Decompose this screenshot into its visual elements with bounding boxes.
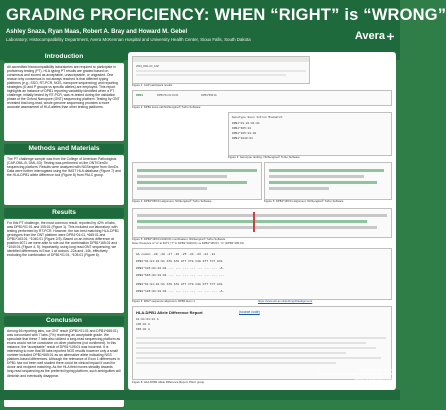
figure-7-row-1: 01:01:01:01 A: [136, 318, 159, 321]
figure-2-genotype-2: DPB1*665:01: [201, 94, 217, 97]
introduction-heading: Introduction: [4, 52, 124, 62]
conclusion-heading: Conclusion: [4, 316, 124, 326]
figure-1-header-bar: [133, 57, 309, 62]
figure-1: [132, 56, 310, 84]
figure-4-caption: Figure 4: DPB1*665:01 alignment, NGSengine® Turbo Software: [132, 199, 212, 203]
figure-6-seq-4: DPB1*665:01:01:01 --- --- --- --- --- --- --- ---: [136, 274, 225, 277]
figure-6-seq-5: DPB1*01:01:01:01 ATG ATG GTT CTG CAG GTT TCT GCG: [136, 283, 223, 286]
figure-4-alignment-graphic: [133, 163, 261, 199]
methods-text: The PT challenge sample was from the College of American Pathologists (CAP-DML-B, DML-03). Testing was performed on the ONT/GenDx sequencing platform. Results were analyzed with NGSengine from GenDx. Data were further interrogated using the IMGT HLA database (Figure 7) and the HLA-DPB1 allele difference tool (Figure 8) from PALC group.: [4, 155, 124, 205]
poster-affiliation: Laboratory: Histocompatibility Department, Avera McKennan Hospital and University Health Center, Sioux Falls, South Dakota: [6, 37, 251, 42]
figure-3-row-2: DPB1*665:01: [232, 127, 252, 130]
figure-7-row-3: 665:01 A: [136, 328, 150, 331]
figure-1-caption: Figure 1: CAP participant results: [132, 83, 173, 87]
cross-icon: [387, 33, 394, 40]
figure-6-link[interactable]: https://www.ebi.ac.uk/ipd/imgt/hla/alignment: [258, 299, 313, 303]
figure-7-row-2: 105:01 G: [136, 323, 150, 326]
figure-2-genotype-1: DPB1*01:01:01:01: [157, 94, 179, 97]
introduction-text: All accredited histocompatibility laboratories are required to participate in proficiency testing (PT). HLA typing PT results are graded based on consensus and scored as acceptable, unacceptable, or ungraded. One reason why consensus is not always reached is that different typing platforms (e.g., SSO, RT-PCR, NGS, nanopore sequencing) and reporting strategies (G and P groups vs specific alleles) are employed. This report highlights an instance of DPB1 reporting variability identified when a PT challenge, initially tested by RT-PCR, was re-tested during the validation phase of the Oxford Nanopore (ONT) sequencing platform. Testing by ONT revealed that long-read, whole genome sequencing provides a more accurate assessment of HLA alleles than other testing platforms.: [4, 63, 124, 141]
figure-5b: [132, 208, 392, 238]
figure-6-seq-1: AA codon -29 -28 -27 -26 -25 -24 -23 -22 -21: [136, 253, 216, 256]
figure-3-row-4: DPB1*1040:01: [232, 137, 253, 140]
figure-4: [132, 162, 262, 200]
contact-name: Contact: Ashley Snaza: [357, 368, 394, 372]
figure-3-row-1: DPB1*01:01:01:01: [232, 122, 260, 125]
figure-1-row: 2024_DML-03_CAP: [136, 65, 160, 68]
figure-3: [228, 112, 392, 156]
figure-2-caption: Figure 2: DPB1 locus call NGSengine® Turbo Software: [132, 105, 201, 109]
poster-authors: Ashley Snaza, Ryan Maas, Robert A. Bray and Howard M. Gebel: [6, 29, 188, 35]
methods-heading: Methods and Materials: [4, 144, 124, 154]
figure-6-seq-3: DPB1*105:01:01:01 --- --- --- --- --- --- --- -A-: [136, 267, 225, 270]
logo-text: Avera: [354, 30, 385, 42]
poster-header: [0, 0, 446, 60]
figure-1-row-bar: [136, 70, 306, 72]
avera-logo: [355, 30, 394, 42]
figure-3-row-3: DPB1*165:01:01: [232, 132, 257, 135]
figure-6-seq-6: DPB1*105:01:01:01 --- --- --- --- --- --- --- -A-: [136, 290, 225, 293]
poster-footer: [0, 390, 400, 400]
figure-5b-alignment-graphic: [133, 209, 391, 237]
figure-8-caption: Figure 8: HLA-DPB1 Allele Difference Report, PALC group: [132, 380, 205, 384]
dpb1-label-text: DPB1: [136, 94, 143, 97]
dpb1-label: [136, 94, 143, 97]
contact-org: Avera McKennan Hospital and University Center: [316, 372, 394, 377]
figure-2: [132, 90, 392, 106]
figure-5-caption: Figure 5: DPB1*165:01 alignment, NGSengine® Turbo Software: [264, 199, 344, 203]
contact-email[interactable]: ashley.snaza@avera.org: [354, 376, 394, 381]
conclusion-text: Among 66 reporting labs, our ONT result (DPB1*01:01 and DPB1*665:01) was concordant with 7 labs (7%) receiving an acceptable grade. We speculate that these 7 labs also utilized a long-read sequencing platform as exons would not be conclusive on other platforms (not confirmed). In this instance, the “acceptable” result of DPB1*105:01 was incorrect. It is interesting to note that 55 labs reported NGS results however only a small number included DPB1*665:01 as an alternative allele indicating NGS platform-based differences. Although the relevance of Exon 1 differences in DPB1 has not been well studied there could be clinical impact if used for donor and recipient matching. As the HLA field moves steadily towards long-read sequencing as the preferred typing platform, such ambiguities will diminish and eventually disappear.: [4, 327, 124, 407]
figure-5: [264, 162, 392, 200]
figure-6-caption: Figure 6: IMGT sequence alignment, DPB1 Exon 1: [132, 299, 195, 303]
figure-7-link[interactable]: (source code): [239, 310, 260, 315]
figure-5b-caption: Figure 5: DPB1*165:01/1040:01 combination, NGSengine® Turbo Software: [132, 237, 226, 241]
figure-1-row-bar: [136, 74, 286, 76]
figure-5-alignment-graphic: [265, 163, 391, 199]
figure-3-table-head: Genotype Exon Intron Mismatch: [232, 116, 283, 119]
figure-5b-note: Note: Presence of “A” at 6071 (“T” in DPB1*1040:01) vs DPB1*165:01, “G” (DPB1*165:01): [132, 241, 244, 245]
contact-block: [317, 368, 394, 381]
results-text: For this PT challenge, the most common result, reported by 42% of labs, was DPB1*01:01 and 105:01 (Figure 1). This included our laboratory, with testing performed by RT-PCR. However, the two best matching HLA-DPB1 genotypes from the ONT platform were DPB1*01:01, *665:01 and DPB1*163:01, *1040:01 (Figure 2/3). Based on an intronic difference at position 6071 we were able to rule out the combination DPB1*165:01 and *1040:01 (Figure 4, 5). Importantly, using long read ONT sequencing, we identified differences in Exon 1 at codons -22a and -14b, effectively excluding the combination of DPB1*01:01, *105:01 (Figure 6).: [4, 219, 124, 313]
poster-title: GRADING PROFICIENCY: WHEN “RIGHT” is “WRONG”: [6, 6, 446, 24]
figure-6: [132, 248, 392, 300]
figure-3-caption: Figure 3: Genotype ranking, NGSengine® Turbo Software: [228, 155, 300, 159]
figure-7-title: HLA-DPB1 Allele Difference Report: [136, 310, 203, 315]
results-heading: Results: [4, 208, 124, 218]
figure-6-seq-2: DPB1*01:01:01:01 ATG ATG GTT CTG CAG GTT TCT GCG: [136, 260, 223, 263]
figures-panel: [128, 52, 396, 390]
left-column: [4, 52, 124, 410]
